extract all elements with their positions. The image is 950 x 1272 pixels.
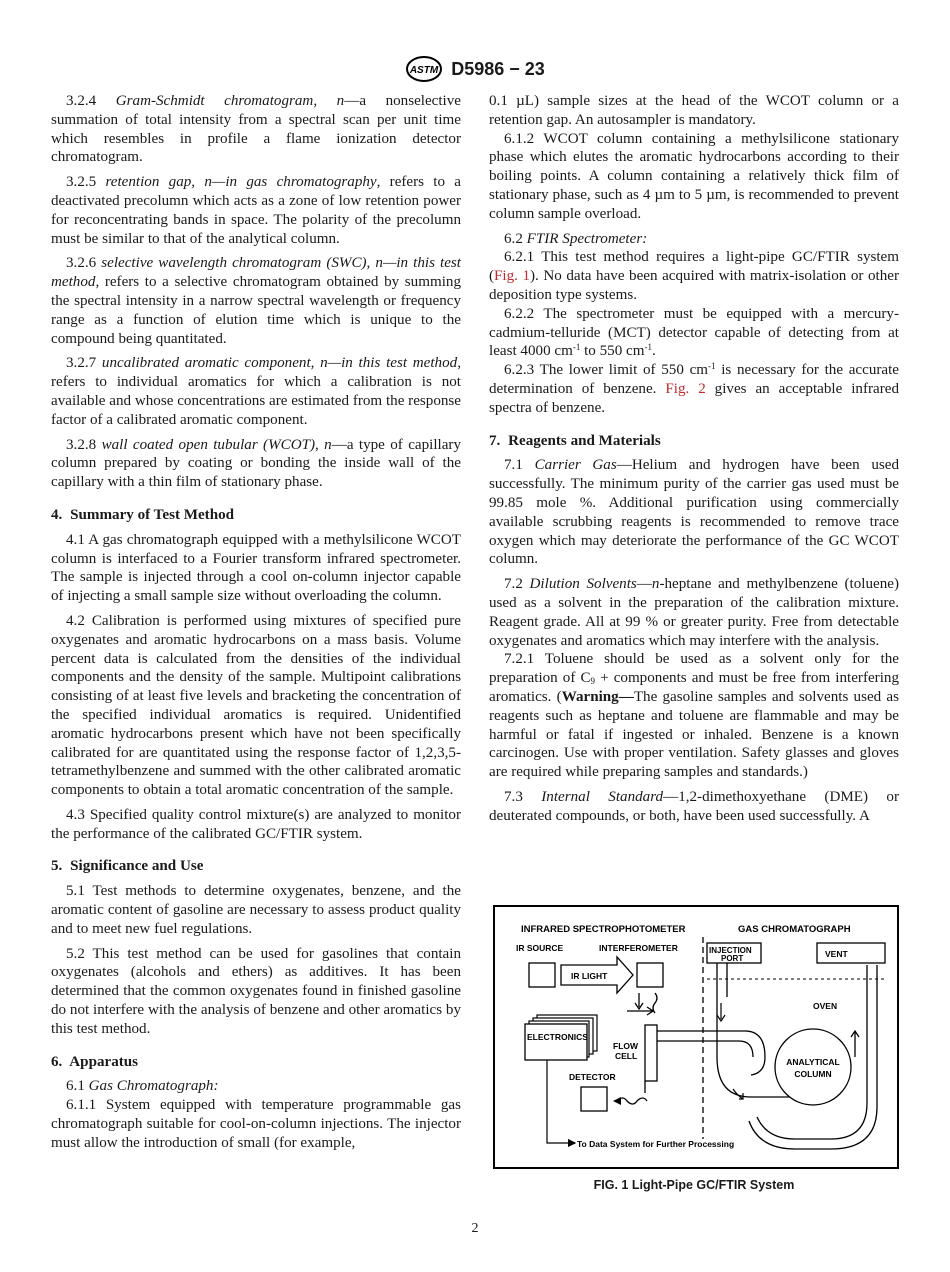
- wavy-arrow-icon: [653, 993, 657, 1013]
- injection-label: INJECTION: [709, 946, 752, 955]
- paragraph-6-1-2: 6.1.2 WCOT column containing a methylsilicone stationary phase which elutes the aromatic hydrocarbons according to their boiling points. A column containing a relatively thick film of stationary phase, such as 4 µm to 5 µm, is recommended to prevent column sample overload.: [489, 130, 899, 222]
- down-arrow-icon: [635, 993, 643, 1009]
- paragraph-6-1: 6.1 Gas Chromatograph:: [66, 1078, 219, 1095]
- paragraph-3-2-6: 3.2.6 selective wavelength chromatogram (SWC), n—in this test method, refers to a selective chromatogram obtained by summing the spectral intensity in a narrow spectral wavelength or frequency range as a function of elution time which is unique to the compound being quantitated.: [51, 255, 462, 347]
- fig-1-link[interactable]: Fig. 1: [494, 268, 531, 285]
- paragraph-7-1: 7.1 Carrier Gas—Helium and hydrogen have been used successfully. The minimum purity of the carrier gas used must be 99.85 mole %. Additional purification using commercially available scrubbing reagents is recommended to remove trace oxygen which may deteriorate the performance of the GC WCOT column.: [489, 457, 899, 568]
- paragraph-5-1: 5.1 Test methods to determine oxygenates, benzene, and the aromatic content of gasoline are necessary to assess product quality and to meet new fuel regulations.: [51, 883, 461, 937]
- right-column: [489, 92, 899, 831]
- page-header: [0, 56, 950, 82]
- paragraph-6-2-1: 6.2.1 This test method requires a light-pipe GC/FTIR system (Fig. 1). No data have been acquired with matrix-isolation or other deposition type systems.: [489, 249, 900, 303]
- section-7-heading: 7. Reagents and Materials: [489, 432, 661, 449]
- fig-2-link[interactable]: Fig. 2: [665, 380, 706, 397]
- ir-spectrophotometer-title: INFRARED SPECTROPHOTOMETER: [521, 924, 686, 935]
- section-6-heading: 6. Apparatus: [51, 1053, 139, 1070]
- data-system-label: To Data System for Further Processing: [577, 1139, 735, 1149]
- vent-label: VENT: [825, 949, 848, 959]
- paragraph-4-1: 4.1 A gas chromatograph equipped with a methylsilicone WCOT column is interfaced to a Fourier transform infrared spectrometer. The sample is injected through a cool on-column injector capable of injecting a small sample size without overloading the column.: [51, 531, 461, 605]
- detector-label: DETECTOR: [569, 1072, 616, 1082]
- paragraph-6-1-1-continued: 0.1 µL) sample sizes at the head of the WCOT column or a retention gap. An autosampler is mandatory.: [489, 93, 899, 128]
- paragraph-6-2: 6.2 FTIR Spectrometer:: [504, 230, 648, 247]
- analytical-label: ANALYTICAL: [786, 1057, 840, 1067]
- detector-box: [581, 1087, 607, 1111]
- figure-1-diagram: [493, 905, 899, 1169]
- section-4-heading: 4. Summary of Test Method: [51, 506, 235, 523]
- page-number: 2: [471, 1221, 479, 1236]
- paragraph-7-3: 7.3 Internal Standard—1,2-dimethoxyethane (DME) or deuterated compounds, or both, have been used successfully. A: [489, 788, 899, 824]
- ir-source-label: IR SOURCE: [516, 943, 564, 953]
- paragraph-7-2-1: 7.2.1 Toluene should be used as a solvent only for the preparation of $C_9$ + components and must be free from interfering aromatics. (Warning—The gasoline samples and solvents used as reagents such as heptane and toluene are flammable and may be harmful or fatal if ingested or inhaled. Benzene is a known carcinogen. Use with proper ventilation. Safety glasses and gloves are required while preparing samples and standards.): [489, 651, 899, 781]
- ir-light-label: IR LIGHT: [571, 971, 608, 981]
- flow-cell-box: [645, 1025, 657, 1081]
- paragraph-4-3: 4.3 Specified quality control mixture(s) are analyzed to monitor the performance of the calibrated GC/FTIR system.: [51, 806, 461, 842]
- interferometer-label: INTERFEROMETER: [599, 943, 678, 953]
- electronics-box: [525, 1024, 587, 1060]
- column-label: COLUMN: [794, 1069, 832, 1079]
- oven-label: OVEN: [813, 1001, 838, 1011]
- svg-text:ASTM: ASTM: [410, 65, 439, 76]
- paragraph-6-2-2: 6.2.2 The spectrometer must be equipped with a mercury-cadmium-telluride (MCT) detector capable of detecting from at least 4000 $cm^{-1}$ to 550 $cm^{-1}$.: [489, 305, 899, 360]
- gas-chromatograph-title: GAS CHROMATOGRAPH: [738, 924, 851, 935]
- wavy-arrow-icon: [617, 1098, 647, 1104]
- port-label: PORT: [721, 954, 744, 963]
- light-pipe-diagram: [495, 907, 897, 1167]
- paragraph-5-2: 5.2 This test method can be used for gasolines that contain oxygenates (alcohols and ethers) as additives. It has been determined that the common oxygenates found in finished gasoline do not interfere with the analysis of benzene and other aromatics by this test method.: [51, 945, 461, 1037]
- cell-label: CELL: [615, 1051, 638, 1061]
- astm-logo-icon: [405, 56, 443, 82]
- section-5-heading: 5. Significance and Use: [51, 858, 204, 875]
- paragraph-6-2-3: 6.2.3 The lower limit of 550 $cm^{-1}$ is necessary for the accurate determination of benzene. Fig. 2 gives an acceptable infrared spectra of benzene.: [489, 361, 899, 416]
- left-column: [51, 92, 461, 1159]
- interferometer-box: [637, 963, 663, 987]
- figure-1-caption: FIG. 1 Light-Pipe GC/FTIR System: [593, 1178, 795, 1192]
- up-arrow-icon: [851, 1031, 859, 1057]
- document-id: D5986 − 23: [451, 58, 545, 79]
- paragraph-3-2-7: 3.2.7 uncalibrated aromatic component, n—in this test method, refers to individual aromatics for which a calibration is not available and whose concentrations are estimated from the response factor of a calibrated aromatic component.: [51, 355, 461, 428]
- flow-label: FLOW: [613, 1041, 639, 1051]
- paragraph-6-1-1: 6.1.1 System equipped with temperature programmable gas chromatograph suitable for cool-on-column injections. The injector must allow the introduction of small (for example,: [51, 1097, 461, 1151]
- paragraph-3-2-8: 3.2.8 wall coated open tubular (WCOT), n—a type of capillary column prepared by coating or bonding the inside wall of the capillary with a thin film of stationary phase.: [51, 436, 461, 491]
- analytical-column-circle: [775, 1029, 851, 1105]
- paragraph-4-2: 4.2 Calibration is performed using mixtures of specified pure oxygenates and aromatic hydrocarbons on a mass basis. Volume percent data is calculated from the densities of the individual components and the density of the sample. Multipoint calibrations consisting of at least five levels and bracketing the concentration of the specified individual aromatics is required. Unidentified aromatic hydrocarbons present which have not been specifically calibrated for are quantitated using the response factor of 1,2,3,5-tetramethylbenzene and summed with the other calibrated aromatic components to obtain a total aromatic concentration of the sample.: [51, 612, 461, 799]
- ir-source-box: [529, 963, 555, 987]
- electronics-label: ELECTRONICS: [527, 1032, 588, 1042]
- paragraph-3-2-5: 3.2.5 retention gap, n—in gas chromatography, refers to a deactivated precolumn which acts as a zone of low retention power for reconcentrating bands in space. The polarity of the precolumn must be similar to that of the analytical column.: [51, 174, 461, 247]
- paragraph-3-2-4: 3.2.4 Gram-Schmidt chromatogram, n—a nonselective summation of total intensity from a spectral scan per unit time which resembles in profile a flame ionization detector chromatogram.: [51, 93, 462, 166]
- paragraph-7-2: 7.2 Dilution Solvents—n-heptane and methylbenzene (toluene) used as a solvent in the preparation of the calibration mixture. Reagent grade. All at 99 % or greater purity. Free from detectable oxygenates and aromatics which may interfere with the analysis.: [489, 576, 899, 649]
